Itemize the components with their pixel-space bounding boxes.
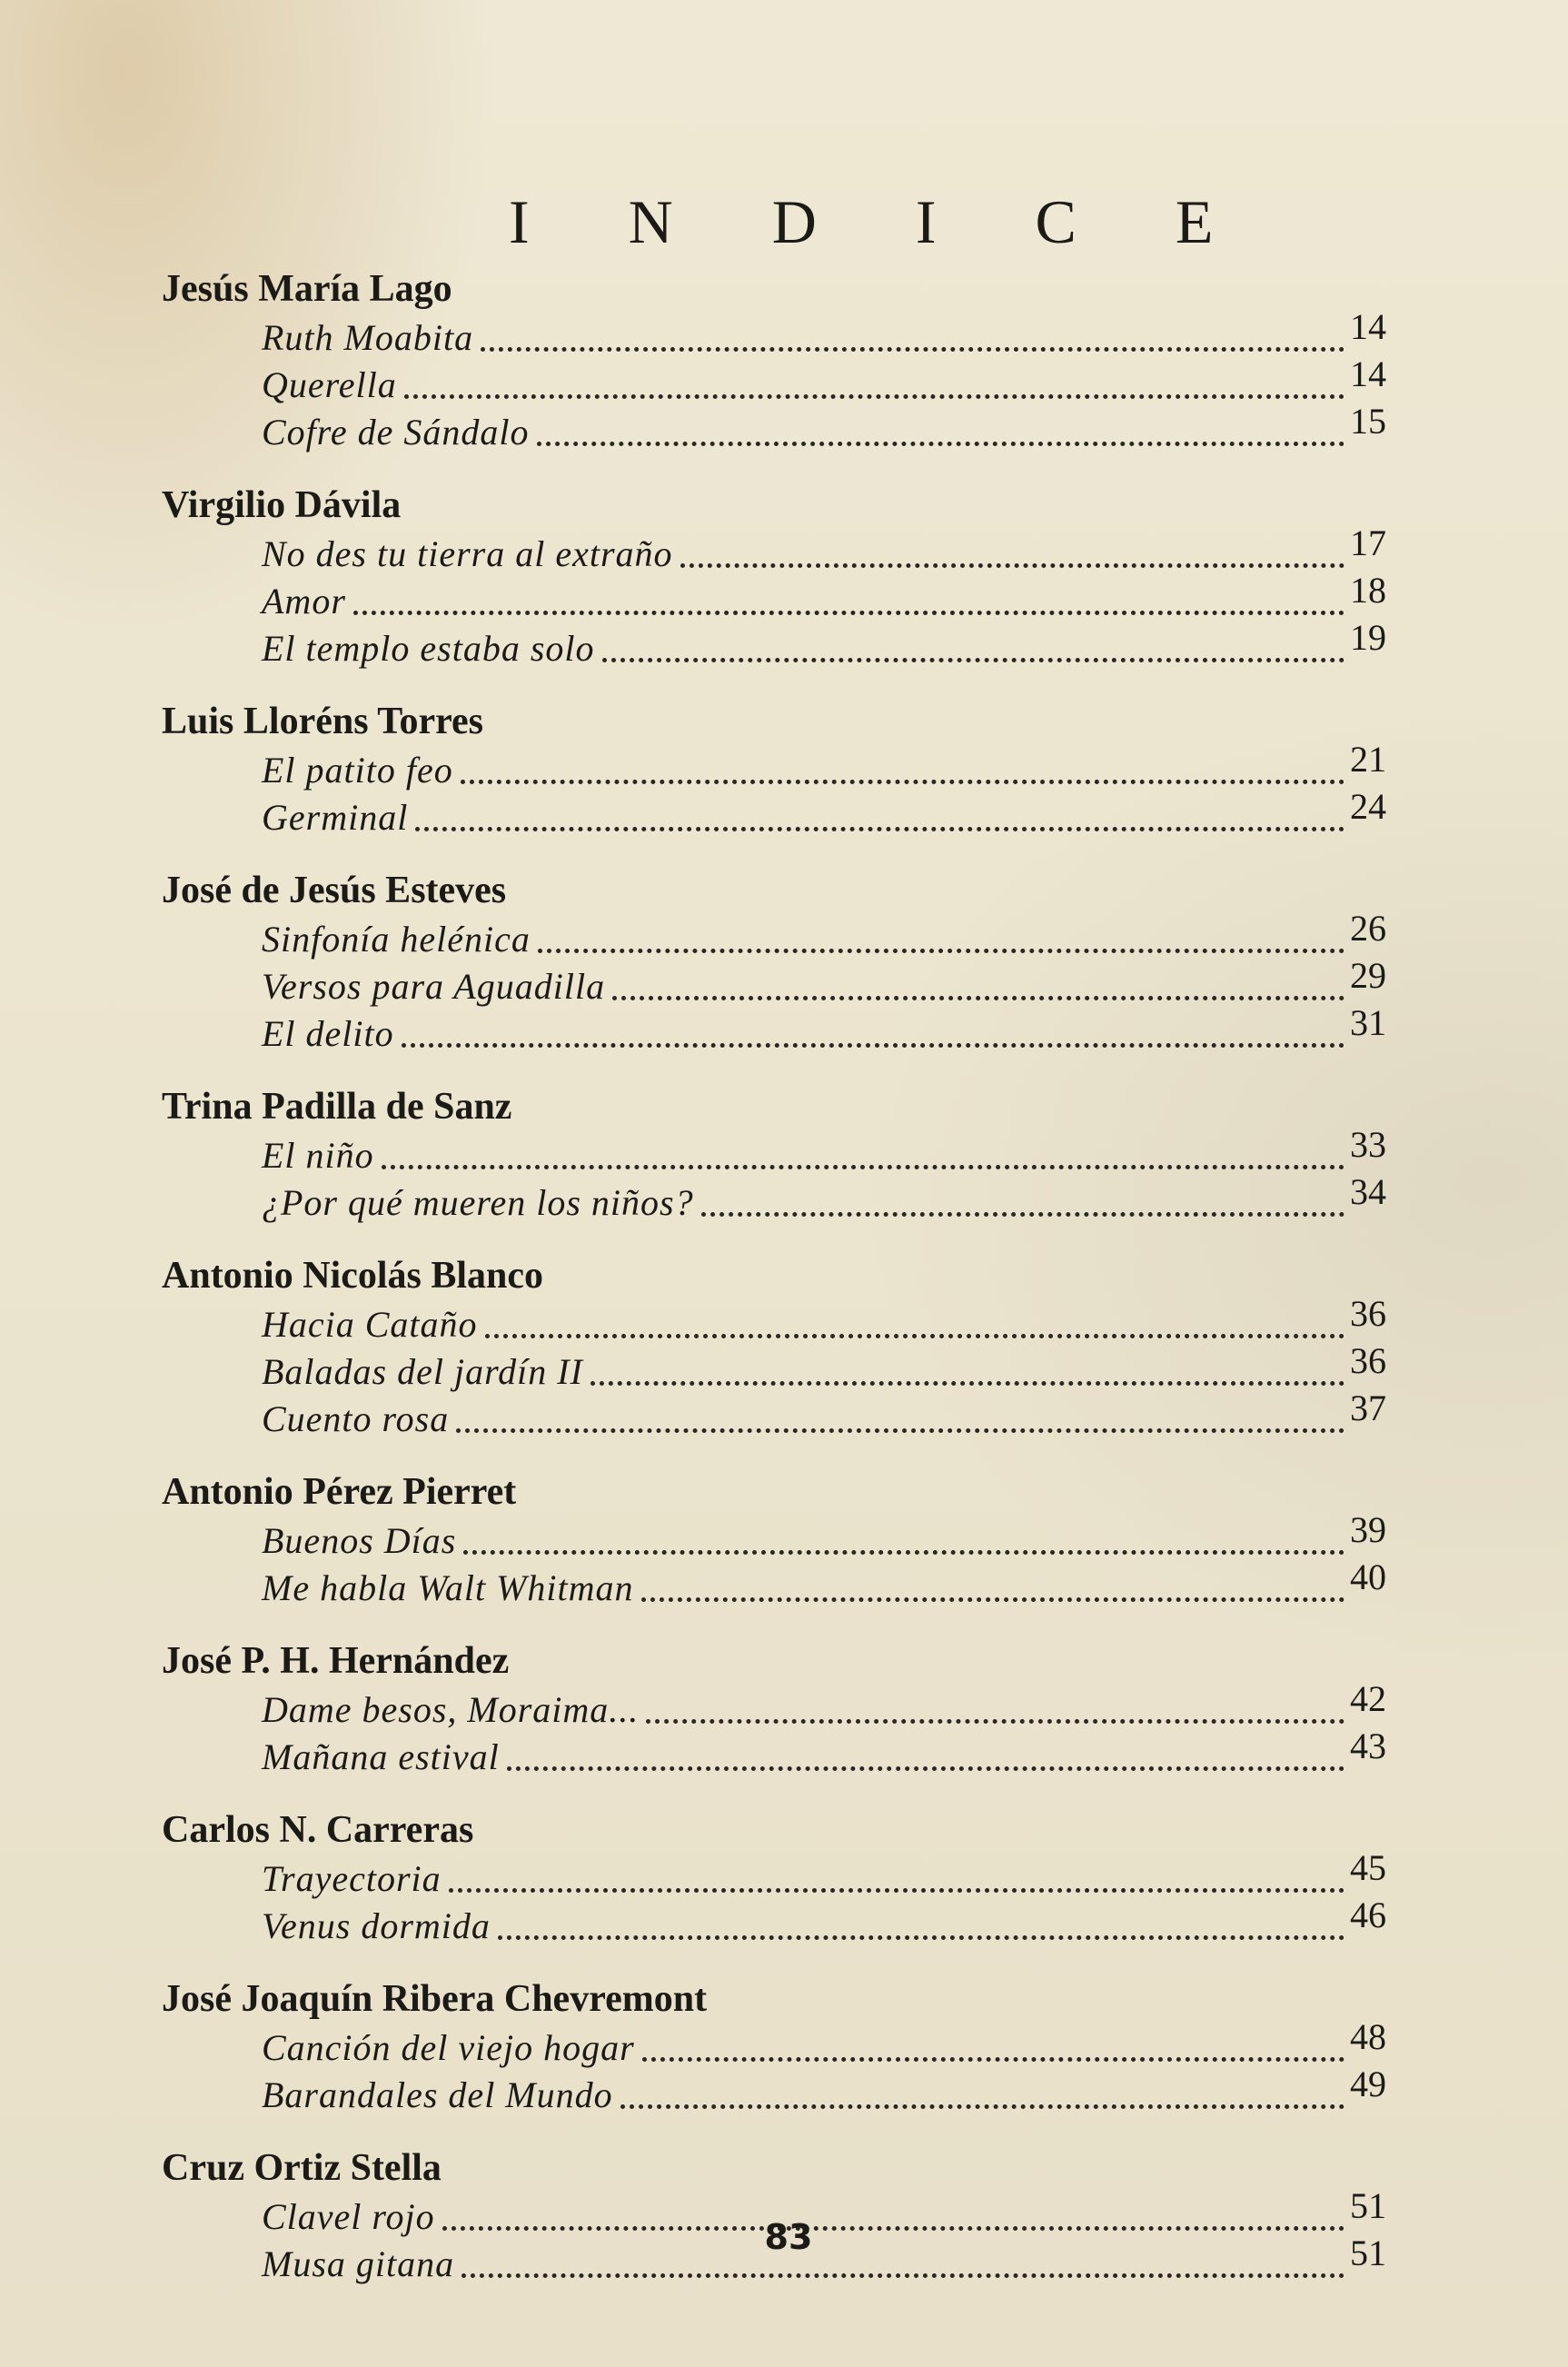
- author-entry: [162, 480, 1399, 672]
- poem-row: [162, 617, 1399, 672]
- poem-title: Musa gitana: [262, 2243, 455, 2284]
- poem-title: Versos para Aguadilla: [262, 966, 606, 1007]
- author-name: José de Jesús Esteves: [162, 870, 507, 911]
- poem-page-number: 29: [1350, 955, 1386, 996]
- poem-page-number: 31: [1350, 1002, 1386, 1043]
- dot-leader: [456, 1428, 1345, 1433]
- poem-title: Querella: [262, 364, 397, 405]
- poem-page-number: 46: [1350, 1895, 1386, 1935]
- author-name: Antonio Nicolás Blanco: [162, 1255, 544, 1297]
- dot-leader: [382, 1165, 1345, 1169]
- poem-title: Ruth Moabita: [262, 317, 474, 358]
- poem-title: Canción del viejo hogar: [262, 2027, 635, 2068]
- poem-title: Germinal: [262, 797, 409, 838]
- poem-title: Clavel rojo: [262, 2196, 435, 2237]
- poem-row: [162, 1556, 1399, 1612]
- poem-title: El delito: [262, 1013, 394, 1054]
- author-name: José P. H. Hernández: [162, 1640, 510, 1682]
- index-title: I N D I C E: [509, 187, 1255, 256]
- poem-page-number: 40: [1350, 1556, 1386, 1597]
- poem-row: [162, 1293, 1399, 1348]
- poem-page-number: 33: [1350, 1124, 1386, 1165]
- author-name: Carlos N. Carreras: [162, 1809, 474, 1851]
- dot-leader: [507, 1766, 1345, 1771]
- poem-title: Barandales del Mundo: [262, 2074, 613, 2115]
- dot-leader: [642, 2057, 1345, 2062]
- poem-page-number: 37: [1350, 1387, 1386, 1428]
- dot-leader: [481, 347, 1345, 352]
- author-entry: [162, 1081, 1399, 1227]
- poem-row: [162, 306, 1399, 362]
- poem-page-number: 39: [1350, 1509, 1386, 1550]
- poem-row: [162, 1340, 1399, 1396]
- author-name: Cruz Ortiz Stella: [162, 2147, 442, 2189]
- poem-page-number: 43: [1350, 1726, 1386, 1766]
- index-list: [162, 264, 1399, 2312]
- author-name: Trina Padilla de Sanz: [162, 1086, 512, 1128]
- poem-page-number: 17: [1350, 522, 1386, 563]
- dot-leader: [537, 442, 1345, 446]
- poem-row: [162, 1002, 1399, 1058]
- poem-title: Amor: [262, 581, 346, 622]
- dot-leader: [449, 1888, 1345, 1893]
- poem-page-number: 14: [1350, 353, 1386, 394]
- author-entry: [162, 264, 1399, 456]
- poem-row: [162, 401, 1399, 456]
- dot-leader: [461, 2273, 1345, 2278]
- author-entry: [162, 1467, 1399, 1612]
- dot-leader: [590, 1381, 1345, 1386]
- poem-title: Hacia Cataño: [262, 1304, 478, 1345]
- dot-leader: [538, 949, 1345, 953]
- dot-leader: [442, 2226, 1345, 2231]
- author-entry: [162, 1250, 1399, 1443]
- poem-title: Cuento rosa: [262, 1398, 450, 1439]
- poem-row: [162, 786, 1399, 841]
- author-entry: [162, 696, 1399, 841]
- dot-leader: [353, 611, 1345, 615]
- poem-title: Buenos Días: [262, 1520, 457, 1561]
- dot-leader: [402, 1043, 1345, 1048]
- author-name: Jesús María Lago: [162, 268, 452, 310]
- poem-row: [162, 2064, 1399, 2119]
- author-entry: [162, 1636, 1399, 1781]
- poem-row: [162, 1171, 1399, 1227]
- poem-title: ¿Por qué mueren los niños?: [262, 1182, 694, 1223]
- dot-leader: [641, 1597, 1345, 1602]
- poem-page-number: 36: [1350, 1340, 1386, 1381]
- poem-page-number: 19: [1350, 617, 1386, 658]
- poem-title: Baladas del jardín II: [262, 1351, 583, 1392]
- poem-row: [162, 1895, 1399, 1950]
- dot-leader: [485, 1334, 1345, 1338]
- poem-page-number: 51: [1350, 2233, 1386, 2273]
- poem-title: Sinfonía helénica: [262, 919, 531, 960]
- poem-row: [162, 908, 1399, 963]
- poem-row: [162, 1726, 1399, 1781]
- poem-row: [162, 1678, 1399, 1734]
- dot-leader: [498, 1935, 1345, 1940]
- poem-page-number: 51: [1350, 2185, 1386, 2226]
- poem-row: [162, 1847, 1399, 1903]
- poem-title: Venus dormida: [262, 1905, 491, 1946]
- poem-row: [162, 1124, 1399, 1179]
- poem-page-number: 42: [1350, 1678, 1386, 1719]
- poem-title: Trayectoria: [262, 1858, 442, 1899]
- poem-title: Mañana estival: [262, 1736, 500, 1777]
- poem-row: [162, 1509, 1399, 1565]
- poem-row: [162, 522, 1399, 578]
- dot-leader: [602, 658, 1345, 662]
- author-entry: [162, 1805, 1399, 1950]
- poem-row: [162, 2016, 1399, 2072]
- poem-page-number: 15: [1350, 401, 1386, 442]
- author-name: Virgilio Dávila: [162, 484, 402, 526]
- poem-title: No des tu tierra al extraño: [262, 533, 673, 574]
- author-name: Luis Lloréns Torres: [162, 701, 483, 742]
- poem-page-number: 49: [1350, 2064, 1386, 2104]
- poem-title: Dame besos, Moraima...: [262, 1689, 640, 1730]
- poem-title: Me habla Walt Whitman: [262, 1567, 634, 1608]
- poem-page-number: 45: [1350, 1847, 1386, 1888]
- poem-row: [162, 955, 1399, 1010]
- dot-leader: [646, 1719, 1345, 1724]
- author-name: José Joaquín Ribera Chevremont: [162, 1978, 708, 2020]
- page-number: 83: [764, 2217, 813, 2257]
- poem-title: El patito feo: [262, 750, 453, 791]
- poem-row: [162, 353, 1399, 409]
- poem-page-number: 14: [1350, 306, 1386, 347]
- dot-leader: [415, 827, 1345, 831]
- poem-page-number: 48: [1350, 2016, 1386, 2057]
- dot-leader: [701, 1212, 1345, 1217]
- poem-page-number: 24: [1350, 786, 1386, 827]
- poem-page-number: 34: [1350, 1171, 1386, 1212]
- poem-row: [162, 739, 1399, 794]
- author-entry: [162, 1974, 1399, 2119]
- poem-row: [162, 1387, 1399, 1443]
- poem-row: [162, 570, 1399, 625]
- dot-leader: [461, 780, 1345, 784]
- poem-page-number: 26: [1350, 908, 1386, 949]
- dot-leader: [620, 2104, 1345, 2109]
- author-name: Antonio Pérez Pierret: [162, 1471, 517, 1513]
- author-entry: [162, 865, 1399, 1058]
- dot-leader: [404, 394, 1345, 399]
- poem-title: El templo estaba solo: [262, 628, 595, 669]
- poem-page-number: 36: [1350, 1293, 1386, 1334]
- poem-title: Cofre de Sándalo: [262, 412, 530, 453]
- poem-title: El niño: [262, 1135, 374, 1176]
- dot-leader: [463, 1550, 1345, 1555]
- poem-page-number: 18: [1350, 570, 1386, 611]
- author-entry: [162, 2143, 1399, 2288]
- dot-leader: [680, 563, 1345, 568]
- poem-page-number: 21: [1350, 739, 1386, 780]
- dot-leader: [612, 996, 1345, 1000]
